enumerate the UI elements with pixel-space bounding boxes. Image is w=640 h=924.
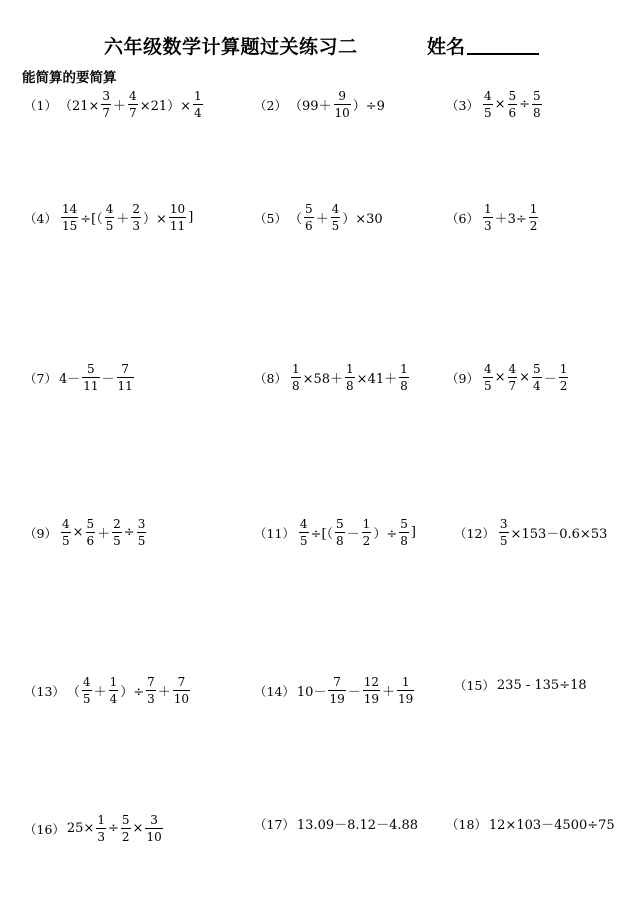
denominator: 3 — [147, 692, 155, 706]
denominator: 4 — [194, 106, 202, 120]
problem-17 — [254, 814, 418, 833]
numerator: 14 — [61, 202, 78, 216]
numerator: 4 — [331, 202, 340, 216]
expression-text: ）× — [143, 212, 167, 227]
fraction — [304, 203, 314, 232]
fraction — [82, 676, 92, 705]
problem-13 — [24, 676, 192, 705]
fraction — [146, 676, 156, 705]
denominator: 5 — [105, 219, 114, 233]
expression-text: － — [346, 527, 360, 542]
fraction — [508, 363, 518, 392]
problem-number: （9） — [24, 525, 57, 541]
denominator: 3 — [483, 219, 492, 233]
problem-8 — [254, 363, 411, 392]
instruction-text: 能简算的要简算 — [22, 70, 117, 86]
denominator: 5 — [483, 379, 492, 393]
expression-text: ÷[（ — [310, 527, 334, 542]
numerator: 3 — [499, 517, 508, 531]
problem-14 — [254, 676, 416, 705]
numerator: 5 — [533, 89, 541, 103]
expression-text: × — [72, 525, 84, 540]
numerator: 4 — [129, 89, 137, 103]
denominator: 7 — [102, 106, 111, 120]
expression-text: ＋ — [93, 685, 107, 700]
fraction — [109, 676, 119, 705]
fraction — [397, 676, 414, 705]
numerator: 3 — [150, 813, 158, 827]
expression-text: ＋ — [113, 99, 127, 114]
expression-text: （21× — [58, 99, 100, 114]
numerator: 1 — [109, 675, 118, 689]
problem-number: （5） — [254, 210, 287, 226]
problem-number: （6） — [446, 210, 479, 226]
problem-number: （11） — [254, 525, 295, 541]
fraction — [145, 814, 162, 843]
denominator: 8 — [291, 379, 300, 393]
problem-15 — [454, 676, 587, 694]
numerator: 3 — [137, 517, 146, 531]
fraction — [363, 676, 380, 705]
numerator: 4 — [483, 362, 492, 376]
expression-text: － — [543, 372, 557, 387]
expression-text: ×21）× — [139, 99, 192, 114]
denominator: 5 — [331, 219, 340, 233]
expression-text: ＋ — [116, 212, 130, 227]
expression-text: 12×103－4500÷75 — [488, 818, 615, 833]
page-title: 六年级数学计算题过关练习二 — [104, 36, 358, 58]
numerator: 12 — [363, 675, 380, 689]
fraction — [559, 363, 569, 392]
name-label: 姓名 — [427, 36, 466, 58]
denominator: 2 — [362, 534, 371, 548]
problem-number: （18） — [446, 816, 487, 832]
denominator: 5 — [483, 106, 492, 120]
fraction — [399, 363, 409, 392]
numerator: 4 — [299, 517, 308, 531]
expression-text: × — [519, 370, 531, 385]
problem-number: （15） — [454, 678, 495, 693]
denominator: 3 — [132, 219, 140, 233]
denominator: 8 — [533, 106, 541, 120]
expression-text: （ — [66, 685, 80, 700]
numerator: 5 — [508, 89, 517, 103]
expression-text: ）×30 — [342, 212, 383, 227]
expression-text: ÷ — [123, 525, 135, 540]
numerator: 1 — [559, 362, 568, 376]
fraction — [86, 518, 96, 547]
expression-text: ＋ — [315, 212, 329, 227]
numerator: 4 — [105, 202, 114, 216]
expression-text: ÷ — [519, 97, 531, 112]
numerator: 1 — [401, 675, 410, 689]
expression-text: ] — [188, 210, 194, 225]
numerator: 1 — [291, 362, 300, 376]
numerator: 5 — [121, 813, 130, 827]
fraction — [529, 203, 539, 232]
numerator: 7 — [147, 675, 155, 689]
expression-text: ×153－0.6×53 — [510, 527, 608, 542]
numerator: 1 — [97, 813, 105, 827]
numerator: 1 — [194, 89, 202, 103]
denominator: 15 — [61, 219, 78, 233]
fraction — [345, 363, 355, 392]
fraction — [131, 203, 141, 232]
problem-number: （3） — [446, 97, 479, 113]
denominator: 6 — [86, 534, 95, 548]
denominator: 5 — [137, 534, 146, 548]
problem-number: （16） — [24, 821, 65, 837]
name-blank-line[interactable] — [467, 53, 539, 55]
fraction — [508, 90, 518, 119]
denominator: 4 — [109, 692, 118, 706]
denominator: 6 — [304, 219, 313, 233]
numerator: 4 — [61, 517, 70, 531]
fraction — [335, 518, 345, 547]
problem-9a — [446, 363, 570, 392]
problem-6 — [446, 203, 540, 232]
problem-18 — [446, 814, 615, 833]
denominator: 8 — [400, 379, 408, 393]
denominator: 8 — [346, 379, 354, 393]
expression-text: ）÷ — [120, 685, 145, 700]
fraction — [112, 518, 122, 547]
expression-text: 13.09－8.12－4.88 — [296, 818, 419, 833]
problem-11 — [254, 518, 416, 547]
expression-text: ＋ — [157, 685, 171, 700]
fraction — [117, 363, 134, 392]
denominator: 6 — [508, 106, 517, 120]
fraction — [137, 518, 147, 547]
numerator: 2 — [132, 202, 140, 216]
numerator: 5 — [400, 517, 408, 531]
denominator: 5 — [499, 534, 508, 548]
denominator: 11 — [169, 219, 186, 233]
problem-5 — [254, 203, 383, 232]
problem-number: （4） — [24, 210, 57, 226]
denominator: 5 — [113, 534, 121, 548]
denominator: 4 — [533, 379, 541, 393]
expression-text: （ — [288, 212, 302, 227]
problem-4 — [24, 203, 193, 232]
expression-text: ] — [410, 525, 416, 540]
fraction — [105, 203, 115, 232]
denominator: 10 — [173, 692, 190, 706]
problem-9b — [24, 518, 148, 547]
denominator: 2 — [529, 219, 538, 233]
numerator: 1 — [483, 202, 492, 216]
problem-number: （9） — [446, 370, 479, 386]
denominator: 11 — [83, 379, 99, 393]
denominator: 2 — [121, 830, 130, 844]
expression-text: ×41＋ — [356, 372, 398, 387]
numerator: 9 — [338, 89, 346, 103]
problem-12 — [454, 518, 607, 547]
expression-text: ）÷9 — [352, 99, 385, 114]
expression-text: 25× — [66, 821, 95, 836]
numerator: 5 — [533, 362, 541, 376]
expression-text: × — [494, 97, 506, 112]
denominator: 19 — [363, 692, 380, 706]
fraction — [101, 90, 111, 119]
problem-2 — [254, 90, 385, 119]
fraction — [532, 90, 542, 119]
fraction — [82, 363, 99, 392]
numerator: 1 — [400, 362, 408, 376]
fraction — [532, 363, 542, 392]
denominator: 10 — [334, 106, 350, 120]
denominator: 5 — [82, 692, 91, 706]
expression-text: × — [132, 821, 144, 836]
fraction — [334, 90, 351, 119]
denominator: 10 — [146, 830, 162, 844]
fraction — [173, 676, 190, 705]
numerator: 1 — [362, 517, 371, 531]
fraction — [96, 814, 106, 843]
expression-text: ×58＋ — [302, 372, 344, 387]
fraction — [331, 203, 341, 232]
fraction — [483, 90, 493, 119]
expression-text: 235 - 135÷18 — [496, 677, 587, 693]
numerator: 4 — [82, 675, 91, 689]
numerator: 5 — [336, 517, 344, 531]
expression-text: 10－ — [296, 685, 327, 700]
expression-text: ＋ — [382, 685, 396, 700]
denominator: 3 — [97, 830, 105, 844]
numerator: 5 — [86, 517, 95, 531]
denominator: 19 — [398, 692, 414, 706]
denominator: 7 — [508, 379, 517, 393]
problem-number: （13） — [24, 683, 65, 699]
numerator: 4 — [483, 89, 492, 103]
fraction — [362, 518, 372, 547]
denominator: 11 — [117, 379, 133, 393]
fraction — [483, 363, 493, 392]
problem-16 — [24, 814, 165, 843]
denominator: 2 — [559, 379, 568, 393]
numerator: 7 — [177, 675, 186, 689]
fraction — [169, 203, 186, 232]
fraction — [61, 518, 71, 547]
problem-3 — [446, 90, 544, 119]
fraction — [499, 518, 509, 547]
problem-1 — [24, 90, 205, 119]
expression-text: ＋3÷ — [494, 212, 527, 227]
denominator: 5 — [299, 534, 308, 548]
denominator: 8 — [336, 534, 344, 548]
numerator: 7 — [333, 675, 341, 689]
numerator: 2 — [113, 517, 121, 531]
problem-7 — [24, 363, 136, 392]
fraction — [328, 676, 345, 705]
expression-text: － — [347, 685, 361, 700]
numerator: 10 — [169, 202, 186, 216]
expression-text: ＋ — [97, 527, 111, 542]
problem-number: （8） — [254, 370, 287, 386]
fraction — [121, 814, 131, 843]
numerator: 1 — [346, 362, 354, 376]
problem-number: （17） — [254, 816, 295, 832]
problem-number: （7） — [24, 370, 57, 386]
fraction — [193, 90, 203, 119]
problem-number: （14） — [254, 683, 295, 699]
denominator: 19 — [329, 692, 345, 706]
denominator: 8 — [400, 534, 408, 548]
expression-text: × — [494, 370, 506, 385]
expression-text: － — [101, 372, 115, 387]
name-field — [427, 32, 539, 59]
numerator: 5 — [304, 202, 313, 216]
numerator: 5 — [87, 362, 95, 376]
problem-number: （2） — [254, 97, 287, 113]
numerator: 4 — [508, 362, 517, 376]
problem-number: （12） — [454, 525, 495, 541]
fraction — [399, 518, 409, 547]
fraction — [128, 90, 138, 119]
expression-text: ÷ — [107, 821, 119, 836]
problem-number: （1） — [24, 97, 57, 113]
denominator: 7 — [129, 106, 137, 120]
numerator: 7 — [121, 362, 129, 376]
fraction — [299, 518, 309, 547]
expression-text: 4－ — [58, 372, 81, 387]
expression-text: ）÷ — [373, 527, 398, 542]
expression-text: （99＋ — [288, 99, 332, 114]
expression-text: ÷[（ — [80, 212, 103, 227]
denominator: 5 — [61, 534, 70, 548]
numerator: 3 — [102, 89, 111, 103]
numerator: 1 — [529, 202, 538, 216]
fraction — [291, 363, 301, 392]
fraction — [61, 203, 78, 232]
fraction — [483, 203, 493, 232]
